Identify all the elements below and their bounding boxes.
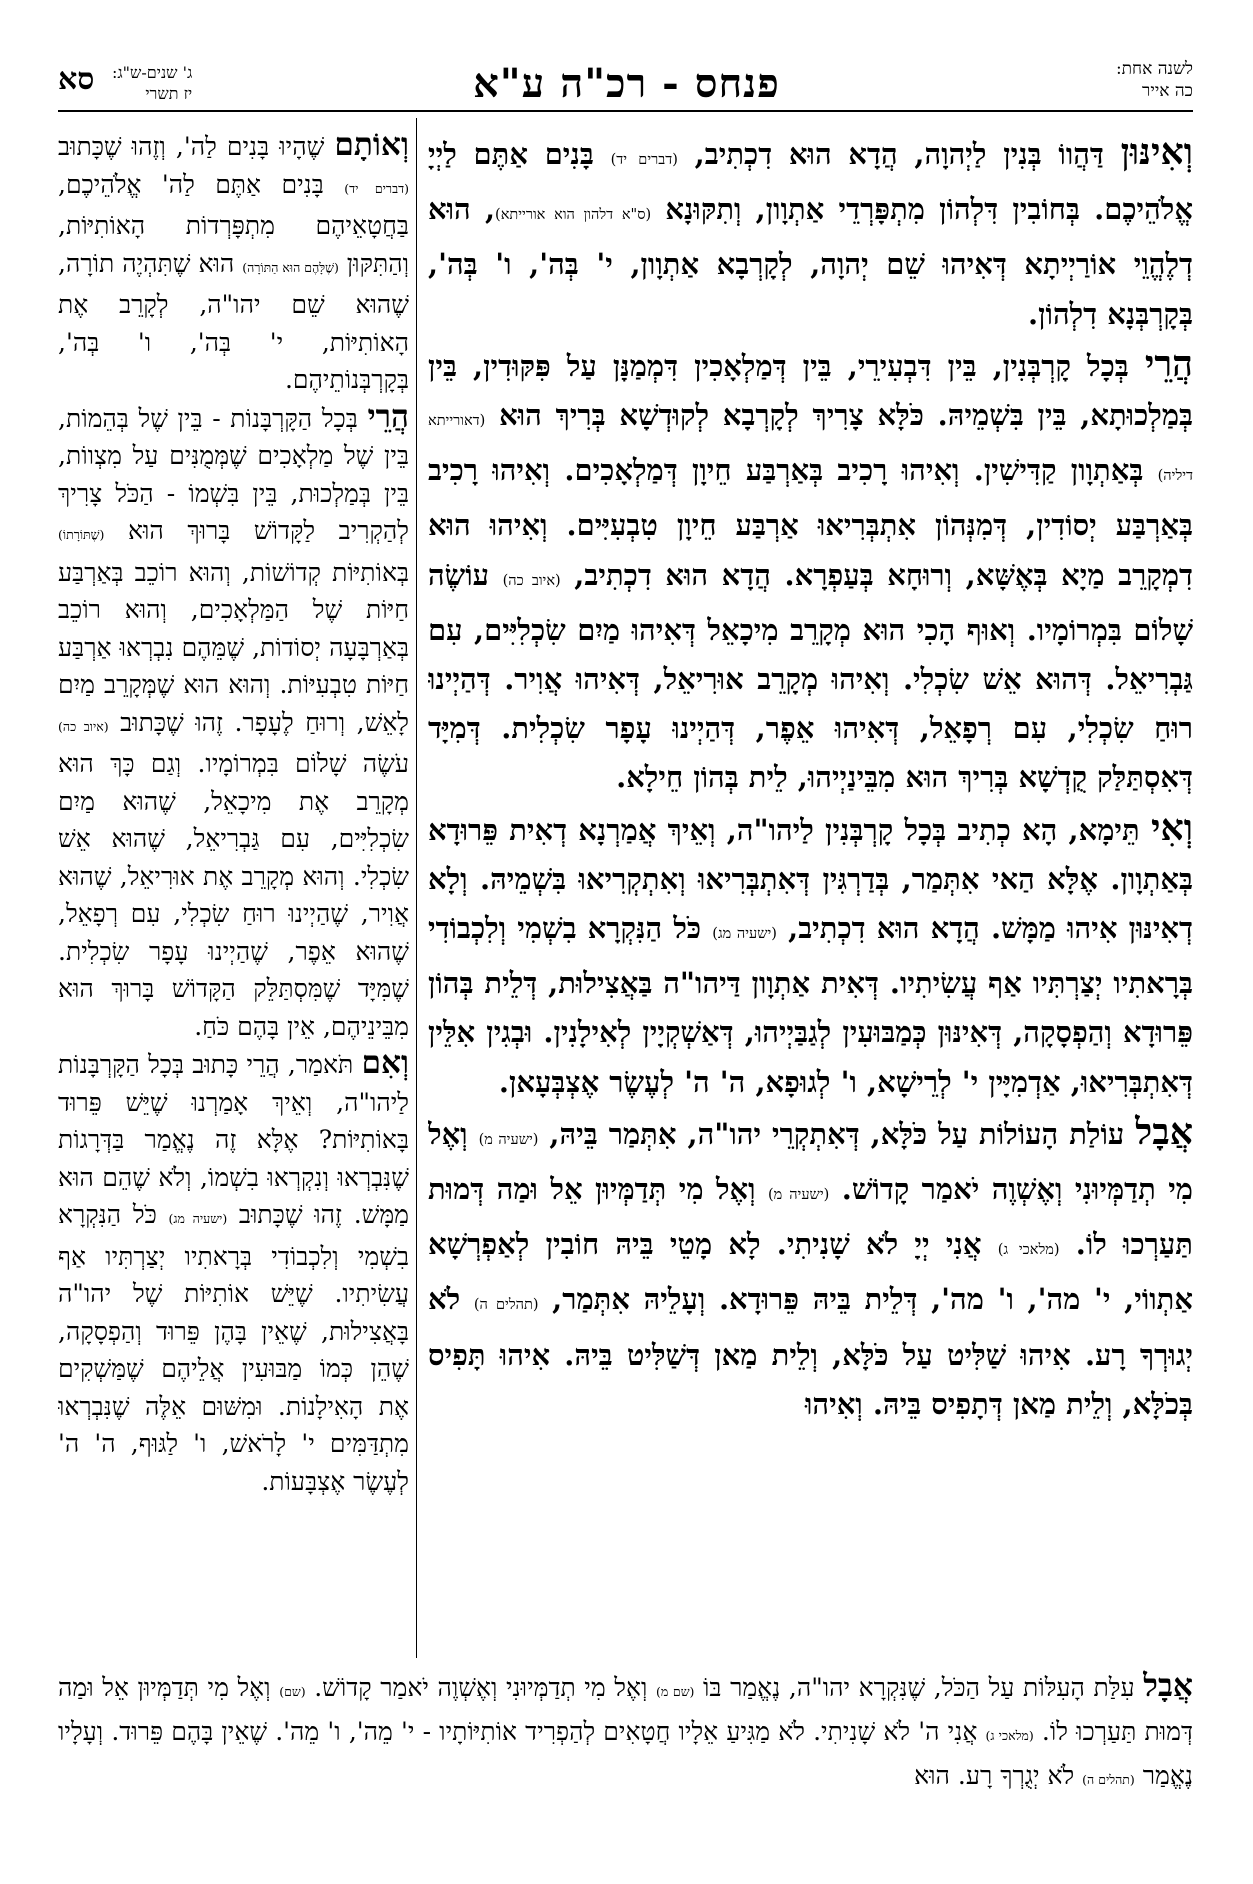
- paragraph-lead-word: אֲבָל: [1135, 1109, 1193, 1153]
- header-divider: [58, 110, 1193, 112]
- text-run: וְאֶל מִי תְדַמְּיוּנִי וְאֶשְׁוֶה יֹאמַר קָדוֹשׁ.: [428, 1116, 1193, 1207]
- text-run: בְּכָל קָרְבְּנִין, בֵּין דִּבְעִירֵי, בֵּין דְּמַלְאָכִין דִּמְמַנָּן עַל פִּקּוּדִין, בֵּין בְּמַלְכוּתָא, בֵּין בִּשְׁמֵיהּ. כֹּלָּא צָרִיךְ לְקָרְבָא לְקוּדְשָׁא בְּרִיךְ הוּא: [428, 348, 1193, 433]
- paragraph-lead-word: אֲבָל: [1143, 1668, 1193, 1704]
- verse-reference: (שם): [279, 1684, 306, 1699]
- schedule-three-years-label: ג' שנים-ש"ג:: [112, 63, 193, 82]
- paragraph-lead-word: וְאִם: [361, 1045, 409, 1081]
- verse-reference: (מלאכי ג): [997, 1242, 1060, 1259]
- variant-note: (דאורייתא דיליה): [428, 413, 1193, 485]
- text-run: עִלַּת הָעִלּוֹת עַל הַכֹּל, שֶׁנִּקְרָא יהו"ה, נֶאֱמַר בּוֹ: [694, 1673, 1144, 1702]
- variant-note: (שֶׁלָּהֶם הוּא הַתּוֹרָה): [242, 259, 339, 275]
- translation-paragraph-4: [58, 1666, 1193, 1796]
- schedule-three-years-date: יז תשרי: [145, 84, 193, 103]
- column-divider: [416, 118, 417, 1658]
- translation-continuation: [58, 1666, 1193, 1796]
- text-run: בְּאַתְוָון קַדִּישִׁין. וְאִיהוּ רָכִיב בְּאַרְבַּע חֵיוָן דְּמַלְאָכִים. וְאִיהוּ רָכִיב בְּאַרְבַּע יְסוֹדִין, דְּמִנְּהוֹן אִתְבְּרִיאוּ אַרְבַּע חֵיוָן טִבְעִיִּים. וְאִיהוּ הוּא דִמְקָרֵב מַיָא בְּאֶשָּׁא, וְרוּחָא בְּעַפְרָא. הֲדָא הוּא דִכְתִיב,: [428, 453, 1193, 592]
- text-run: לֹא יְגוּרְךָ רָע. אִיהוּ שַׁלִּיט עַל כֹּלָּא, וְלֵית מַאן דְּשַׁלִּיט בֵּיהּ. אִיהוּ תָּפִיס בְּכֹלָּא, וְלֵית מַאן דְּתָפִיס בֵּיהּ. וְאִיהוּ: [428, 1282, 1193, 1421]
- translation-paragraph-2: [58, 399, 409, 1046]
- main-paragraph-4: [428, 1107, 1193, 1429]
- text-run: וְאֶל מִי תְּדַמְּיוּן אֵל וּמַה דְּמוּת תַּעַרְכוּ לוֹ.: [428, 1172, 1193, 1262]
- page-number: סא: [58, 62, 95, 97]
- main-paragraph-1: [428, 127, 1193, 339]
- verse-reference: (דברים יד): [610, 152, 678, 168]
- text-run: , הוּא דְלֶהֱוֵי אוֹרַיְיתָא דְּאִיהוּ שֵׁם יְהוָה, לְקָרְבָא אַתְוָון, י' בְּה', ו' בְּה', בְּקָרְבְּנָא דִלְהוֹן.: [428, 192, 1193, 331]
- paragraph-lead-word: וְאוֹתָם: [334, 127, 409, 163]
- text-run: בְּכָל הַקָּרְבָּנוֹת - בֵּין שֶׁל בְּהֵמוֹת, בֵּין שֶׁל מַלְאָכִים שֶׁמְּמֻנִּים עַל מִצְווֹת, בֵּין בְּמַלְכוּת, בֵּין בִּשְׁמוֹ - הַכֹּל צָרִיךְ לְהַקְרִיב לַקָּדוֹשׁ בָּרוּךְ הוּא: [58, 403, 409, 545]
- verse-reference: (ישעיה מג): [712, 926, 777, 943]
- verse-reference: (איוב כה): [58, 718, 109, 734]
- paragraph-lead-word: וְאִי: [1150, 805, 1193, 849]
- main-text-column: [428, 127, 1193, 1657]
- variant-note: (ס"א דלהון הוא אורייתא): [495, 207, 652, 224]
- text-run: וְאֶל מִי תְדַמְּיוּנִי וְאֶשְׁוֶה יֹאמַר קָדוֹשׁ.: [305, 1673, 656, 1702]
- text-run: תֹּאמַר, הֲרֵי כָּתוּב בְּכָל הַקָּרְבָּנוֹת לַיהו"ה, וְאֵיךְ אָמַרְנוּ שֶׁיֵּשׁ פֵּרוּד בָּאוֹתִיּוֹת? אֶלָּא זֶה נֶאֱמַר בַּדְּרָגוֹת שֶׁנִּבְרְאוּ וְנִקְרְאוּ בִשְׁמוֹ, וְלֹא שֶׁהֵם הוּא מַמָּשׁ. זֶהוּ שֶׁכָּתוּב: [58, 1050, 409, 1229]
- verse-reference: (איוב כה): [502, 572, 561, 589]
- text-run: עוֹלַת הָעוֹלוֹת עַל כֹּלָּא, דְּאִתְקְרֵי יהו"ה, אִתְּמַר בֵּיהּ,: [538, 1116, 1136, 1151]
- text-run: לֹא יְגֻרְךָ רָע. הוּא: [914, 1761, 1083, 1790]
- text-run: וְאֶל מִי תְּדַמְּיוּן אֵל וּמַה דְּמוּת תַּעַרְכוּ לוֹ.: [58, 1673, 1193, 1746]
- text-run: כֹּל הַנִּקְרָא בִשְׁמִי וְלִכְבוֹדִי בְּרָאתִיו יְצַרְתִּיו אַף עֲשִׂיתִיו. דְּאִית אַתְוָון דַּיהו"ה בַּאֲצִילוּת, דְּלֵית בְּהוֹן פֵּרוּדָא וְהַפְסָקָה, דְּאִינּוּן כְּמַבּוּעִין לְגַבַּיְיהוּ, דְּאַשְׁקְיָין לְאִילָנִין. וּבְגִין אִלֵּין דְּאִתְבְּרִיאוּ, אַדְמִיָּין י' לְרֵישָׁא, ו' לְגוּפָא, ה' ה' לְעֶשֶׂר אֶצְבְּעָאן.: [428, 911, 1193, 1099]
- verse-reference: (מלאכי ג): [985, 1728, 1034, 1743]
- text-run: דַּהֲווֹ בְּנִין לַיְהוָה, הֲדָא הוּא דִכְתִיב,: [677, 137, 1121, 171]
- text-run: תֵּימָא, הָא כְתִיב בְּכָל קָרְבְּנִין לַיהו"ה, וְאֵיךְ אֲמַרְנָא דְאִית פֵּרוּדָא בְּאַתְוָון. אֶלָּא הַאי אִתְּמַר, בְּדַרְגִּין דְּאִתְבְּרִיאוּ וְאִתְקְרִיאוּ בִּשְׁמֵיהּ. וְלָא דְאִינּוּן אִיהוּ מַמָּשׁ. הֲדָא הוּא דִכְתִיב,: [428, 812, 1193, 946]
- text-run: עוֹשֶׂה שָׁלוֹם בִּמְרוֹמָיו. וְאוּף הָכִי הוּא מְקָרֵב מִיכָאֵל דְּאִיהוּ מַיִם שִׂכְלִיִּים, עִם גַּבְרִיאֵל. דְּהוּא אֵשׁ שִׂכְלִי. וְאִיהוּ מְקָרֵב אוּרִיאֵל, דְּאִיהוּ אֲוִיר. דְּהַיְינוּ רוּחַ שִׂכְלִי, עִם רְפָאֵל, דְּאִיהוּ אֵפֶר, דְּהַיְינוּ עָפָר שִׂכְלִית. דְּמִיָּד דְּאִסְתַּלַּק קֻדְשָׁא בְּרִיךְ הוּא מִבֵּינַיְיהוּ, לֵית בְּהוֹן חֵילָא.: [428, 557, 1193, 795]
- text-run: בְּאוֹתִיּוֹת קְדוֹשׁוֹת, וְהוּא רוֹכֵב בְּאַרְבַּע חַיּוֹת שֶׁל הַמַּלְאָכִים, וְהוּא רוֹכֵב בְּאַרְבָּעָה יְסוֹדוֹת, שֶׁמֵּהֶם נִבְרְאוּ אַרְבַּע חַיּוֹת טִבְעִיּוֹת. וְהוּא הוּא שֶׁמְּקָרֵב מַיִם לָאֵשׁ, וְרוּחַ לֶעָפָר. זֶהוּ שֶׁכָּתוּב: [58, 557, 409, 737]
- paragraph-lead-word: וְאִינּוּן: [1120, 130, 1193, 173]
- text-run: אֲנִי ה' לֹא שָׁנִיתִי. לֹא מַגִּיעַ אֵלָיו חֲטָאִים לְהַפְרִיד אוֹתִיּוֹתָיו - י' מֵה', ו' מֵה'. שֶׁאֵין בָּהֶם פֵּרוּד. וְעָלָיו נֶאֱמַר: [58, 1717, 1193, 1790]
- text-run: כֹּל הַנִּקְרָא בִשְׁמִי וְלִכְבוֹדִי בְּרָאתִיו יְצַרְתִּיו אַף עֲשִׂיתִיו. שֶׁיֵּשׁ אוֹתִיּוֹת שֶׁל יהו"ה בָּאֲצִילוּת, שֶׁאֵין בָּהֶן פֵּרוּד וְהַפְסָקָה, שֶׁהֵן כְּמוֹ מַבּוּעִין אֲלֵיהֶם שֶׁמַּשְׁקִים אֶת הָאִילָנוֹת. וּמִשּׁוּם אֵלֶּה שֶׁנִּבְרְאוּ מִתְדַּמִּים י' לָרֹאשׁ, ו' לַגּוּף, ה' ה' לְעֶשֶׂר אֶצְבָּעוֹת.: [58, 1200, 409, 1496]
- schedule-one-year-date: כה אייר: [1142, 81, 1193, 101]
- main-paragraph-3: [428, 803, 1193, 1107]
- text-run: בָּנִים אַתֶּם לַיְיָ אֱלֹהֵיכֶם. בְּחוֹבִין דִּלְהוֹן מִתְפָּרְדֵי אַתְוָון, וְתִקּוּנָא: [428, 137, 1193, 227]
- verse-reference: (ישעיה מ): [478, 1131, 539, 1148]
- verse-reference: (תהלים ה): [473, 1297, 539, 1314]
- schedule-one-year-label: לשנה אחת:: [1115, 59, 1193, 79]
- paragraph-lead-word: הֲרֵי: [367, 398, 409, 435]
- text-run: בָּנִים אַתֶּם לַה' אֱלֹהֵיכֶם, בַּחֲטָאֵיהֶם מִתְפָּרְדוֹת הָאוֹתִיּוֹת, וְהַתִּקּוּן: [58, 169, 409, 278]
- main-paragraph-2: [428, 339, 1193, 803]
- text-run: שֶׁהָיוּ בָּנִים לַה', וְזֶהוּ שֶׁכָּתוּב: [58, 132, 335, 161]
- paragraph-lead-word: הֲרֵי: [1144, 341, 1193, 385]
- translation-paragraph-1: [58, 127, 409, 399]
- text-run: הוּא שֶׁתִּהְיֶה תוֹרָה, שֶׁהוּא שֵׁם יהו"ה, לְקָרֵב אֶת הָאוֹתִיּוֹת, י' בְּה', ו' בְּה', בְּקָרְבְּנוֹתֵיהֶם.: [58, 248, 409, 394]
- verse-reference: (ישעיה מג): [168, 1211, 228, 1226]
- text-run: אֲנִי יְיָ לֹא שָׁנִיתִי. לָא מָטֵי בֵּיהּ חוֹבִין לְאַפְרְשָׁא אַתְווֹי, י' מה', ו' מה', דְּלֵית בֵּיהּ פֵּרוּדָא. וְעָלֵיהּ אִתְּמַר,: [428, 1227, 1193, 1317]
- verse-reference: (שם מ): [655, 1684, 695, 1699]
- verse-reference: (דברים יד): [344, 180, 409, 196]
- text-run: עֹשֶׂה שָׁלוֹם בִּמְרוֹמָיו. וְגַם כָּךְ הוּא מְקָרֵב אֶת מִיכָאֵל, שֶׁהוּא מַיִם שִׂכְלִיִּים, עִם גַּבְרִיאֵל, שֶׁהוּא אֵשׁ שִׂכְלִי. וְהוּא מְקָרֵב אֶת אוּרִיאֵל, שֶׁהוּא אֲוִיר, שֶׁהַיְינוּ רוּחַ שִׂכְלִי, עִם רְפָאֵל, שֶׁהוּא אֵפֶר, שֶׁהַיְינוּ עָפָר שִׂכְלִית. שֶׁמִּיָּד שֶׁמִּסְתַּלֵּק הַקָּדוֹשׁ בָּרוּךְ הוּא מִבֵּינֵיהֶם, אֵין בָּהֶם כֹּחַ.: [58, 749, 409, 1041]
- translation-paragraph-3: [58, 1045, 409, 1500]
- page-title: פנחס - רכ"ה ע"א: [473, 60, 780, 107]
- verse-reference: (תהלים ה): [1082, 1772, 1135, 1787]
- translation-column: [58, 127, 409, 1657]
- variant-note: (שֶׁתּוֹרָתוֹ): [58, 527, 105, 542]
- verse-reference: (ישעיה מ): [768, 1187, 830, 1204]
- study-schedule-three-years: [112, 62, 192, 104]
